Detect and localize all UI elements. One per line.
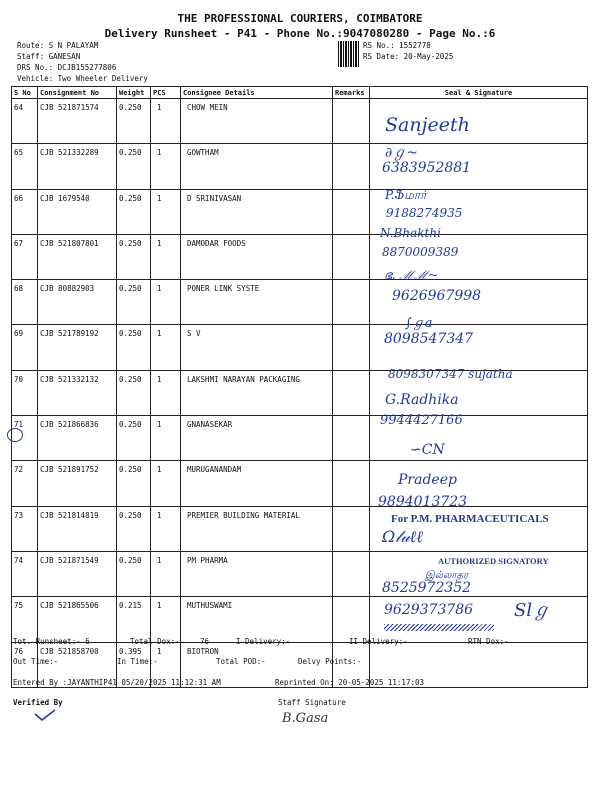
cell-consignee: LAKSHMI NARAYAN PACKAGING [181,370,333,415]
phone-73: 9894013723 [378,494,468,510]
cell-consignment-no: CJB 521858700 [38,642,117,687]
phone-66: 9188274935 [386,206,463,220]
cell-sno: 66 [12,189,38,234]
cell-consignment-no: CJB 521814819 [38,506,117,551]
table-row [12,325,588,370]
drs-number: DRS No.: DCJB155277806 [17,63,117,72]
out-time: Out Time:- [13,657,59,666]
total-dox-label: Total Dox:- [130,637,180,646]
cell-remarks [333,144,370,189]
cell-consignment-no: CJB 521871549 [38,551,117,596]
cell-weight: 0.250 [117,506,151,551]
signature-scribble-75: இல்லாதர [425,570,469,581]
cell-remarks [333,597,370,642]
cell-remarks [333,370,370,415]
route: Route: S N PALAYAM [17,41,99,50]
cell-remarks [333,506,370,551]
cell-weight: 0.215 [117,597,151,642]
cell-remarks [333,99,370,144]
col-pcs: PCS [151,87,181,99]
signature-scribble-72: ∽CN [410,442,445,458]
col-consignment: Consignment No [38,87,117,99]
signature-scribble-76: Slℊ [514,600,551,621]
table-row [12,280,588,325]
cell-consignment-no: CJB 1679540 [38,189,117,234]
cell-pcs: 1 [151,506,181,551]
rs-number: RS No.: 1552778 [363,41,431,50]
cell-remarks [333,189,370,234]
table-row [12,144,588,189]
cell-consignee: PONER LINK SYSTE [181,280,333,325]
cell-pcs: 1 [151,280,181,325]
cell-weight: 0.250 [117,551,151,596]
delvy-points: Delvy Points:- [298,657,362,666]
phone-68: 9626967998 [392,288,482,304]
cell-weight: 0.250 [117,461,151,506]
verified-by: Verified By [13,698,63,707]
ii-delivery: II Delivery:- [349,637,408,646]
cell-pcs: 1 [151,99,181,144]
cell-pcs: 1 [151,597,181,642]
cell-consignment-no: CJB 80882903 [38,280,117,325]
cell-weight: 0.395 [117,642,151,687]
col-consignee: Consignee Details [181,87,333,99]
col-weight: Weight [117,87,151,99]
tot-runsheet: Tot. Runsheet:- 6 [13,637,90,646]
rs-date: RS Date: 20-May-2025 [363,52,454,61]
cell-pcs: 1 [151,189,181,234]
total-dox-value: 76 [200,637,210,646]
rtn-dox: RTN Dox:- [468,637,509,646]
cell-consignment-no: CJB 521871574 [38,99,117,144]
table-row [12,99,588,144]
signature-scribble-69: ∫ℊa [405,316,433,331]
signature-64: Sanjeeth [385,114,470,136]
cell-pcs: 1 [151,416,181,461]
cell-consignee: GNANASEKAR [181,416,333,461]
cell-consignment-no: CJB 521332289 [38,144,117,189]
cell-consignment-no: CJB 521807801 [38,234,117,279]
cell-remarks [333,551,370,596]
table-row [12,597,588,642]
table-row [12,189,588,234]
cell-consignment-no: CJB 521891752 [38,461,117,506]
signature-name-73: Pradeep [398,472,457,488]
cell-sno: 65 [12,144,38,189]
cell-sno: 74 [12,551,38,596]
col-signature: Seal & Signature [370,87,588,99]
cell-sno: 68 [12,280,38,325]
cell-sno: 76 [12,642,38,687]
reprinted-on: Reprinted On: 20-05-2025 11:17:03 [275,678,425,687]
signature-scribble-66: P.Ֆமார் [385,188,427,202]
runsheet-subtitle: Delivery Runsheet - P41 - Phone No.:9047080280 - Page No.:6 [104,27,496,40]
cell-sno: 71 [12,416,38,461]
cell-remarks [333,234,370,279]
cell-pcs: 1 [151,144,181,189]
cell-remarks [333,280,370,325]
cell-consignment-no: CJB 521332132 [38,370,117,415]
signature-70: 8098307347 sujatha [388,367,513,381]
table-row [12,416,588,461]
cell-pcs: 1 [151,325,181,370]
col-remarks: Remarks [333,87,370,99]
phone-65: 6383952881 [382,160,472,176]
cell-sno: 72 [12,461,38,506]
phone-67: 8870009389 [382,245,459,259]
cell-sno: 64 [12,99,38,144]
cell-remarks [333,325,370,370]
stamp-74: For P.M. PHARMACEUTICALS [391,513,549,525]
cell-consignee: BIOTRON [181,642,333,687]
cell-consignee: PREMIER BUILDING MATERIAL [181,506,333,551]
scribble-out-76 [384,624,494,631]
cell-sno: 75 [12,597,38,642]
cell-weight: 0.250 [117,280,151,325]
entered-by: Entered By :JAYANTHIP41 05/20/2025 11:12:31 AM [13,678,221,687]
cell-consignee: GOWTHAM [181,144,333,189]
cell-sno: 67 [12,234,38,279]
cell-weight: 0.250 [117,99,151,144]
total-pod: Total POD:- [216,657,266,666]
cell-consignee: DAMODAR FOODS [181,234,333,279]
company-title: THE PROFESSIONAL COURIERS, COIMBATORE [177,12,423,25]
cell-weight: 0.250 [117,144,151,189]
runsheet-table [11,86,588,688]
table-header-row [12,87,588,99]
cell-consignment-no: CJB 521865506 [38,597,117,642]
in-time: In Time:- [117,657,158,666]
stamp-75: AUTHORIZED SIGNATORY [438,556,549,566]
vehicle: Vehicle: Two Wheeler Delivery [17,74,148,83]
cell-consignee: MURUGANANDAM [181,461,333,506]
signature-scribble-68: ഭ. ℳℳ~ [384,268,439,282]
cell-weight: 0.250 [117,234,151,279]
cell-consignment-no: CJB 521789192 [38,325,117,370]
cell-weight: 0.250 [117,325,151,370]
cell-consignee: PM PHARMA [181,551,333,596]
cell-consignee: CHOW MEIN [181,99,333,144]
table-row [12,461,588,506]
cell-pcs: 1 [151,370,181,415]
cell-consignee: S V [181,325,333,370]
cell-remarks [333,416,370,461]
signature-scribble-74: Ω𝓁𝓊ℓℓ [382,527,423,546]
staff-signature: B.Gasa [282,711,329,726]
cell-sno: 69 [12,325,38,370]
staff-signature-label: Staff Signature [278,698,346,707]
cell-sno: 73 [12,506,38,551]
cell-pcs: 1 [151,234,181,279]
cell-weight: 0.250 [117,370,151,415]
cell-consignee: D SRINIVASAN [181,189,333,234]
signature-name-67: N.Bhakthi [380,226,441,240]
phone-71: 9944427166 [380,413,463,428]
cell-consignment-no: CJB 521866836 [38,416,117,461]
cell-pcs: 1 [151,461,181,506]
signature-scribble-65: ∂ℊ~ [385,145,418,161]
cell-sno: 70 [12,370,38,415]
cell-weight: 0.250 [117,416,151,461]
phone-75: 8525972352 [382,580,472,596]
cell-weight: 0.250 [117,189,151,234]
signature-name-71: G.Radhika [385,392,459,408]
staff: Staff: GANESAN [17,52,81,61]
i-delivery: I Delivery:- [236,637,291,646]
barcode [338,41,360,67]
cell-pcs: 1 [151,551,181,596]
table-row [12,234,588,279]
cell-consignee: MUTHUSWAMI [181,597,333,642]
cell-pcs: 1 [151,642,181,687]
phone-76: 9629373786 [384,602,474,618]
cell-remarks [333,461,370,506]
check-mark-icon [34,706,54,716]
phone-69: 8098547347 [384,331,474,347]
col-sno: S No [12,87,38,99]
circle-mark-72 [7,428,23,442]
